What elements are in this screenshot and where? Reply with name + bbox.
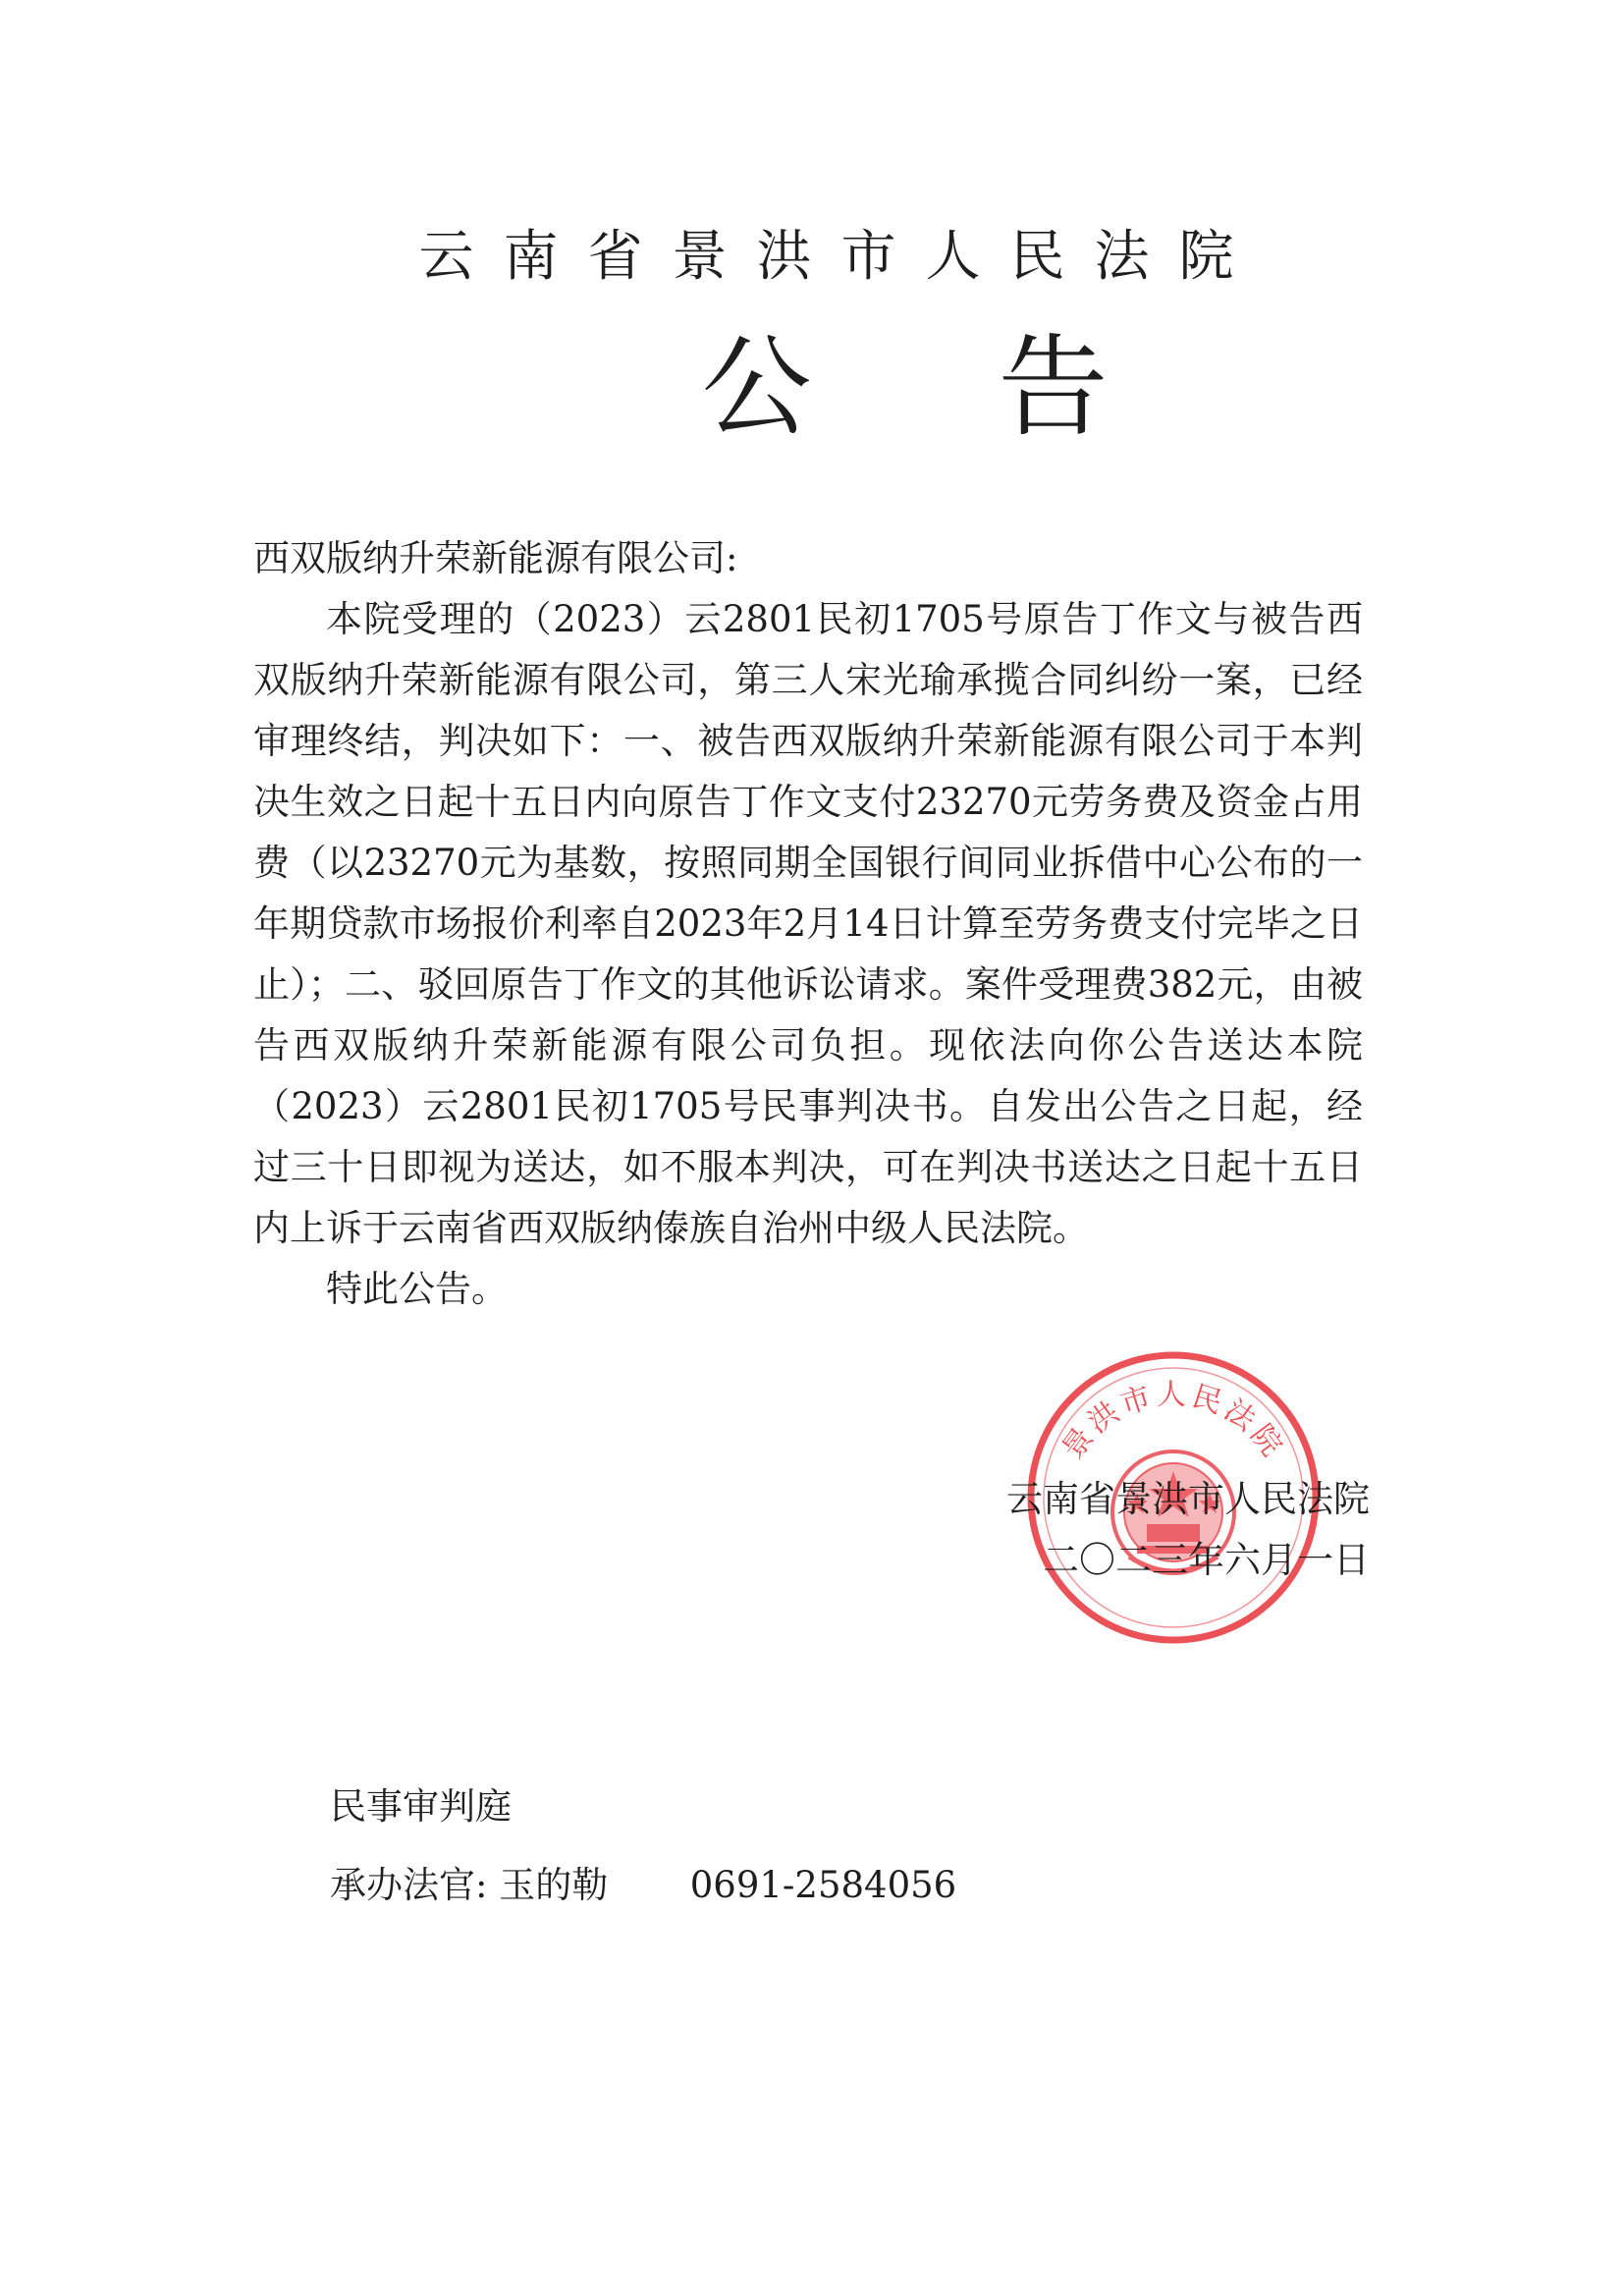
notice-title: 公告 <box>701 324 1295 452</box>
closing-remark: 特此公告。 <box>326 1268 508 1310</box>
signature-court: 云南省景洪市人民法院 <box>1006 1478 1370 1520</box>
seal-text: 景洪市人民法院 <box>1055 1377 1291 1466</box>
court-name: 云南省景洪市人民法院 <box>418 225 1264 289</box>
signature-date: 二〇二三年六月一日 <box>1043 1539 1370 1581</box>
notice-content: 本院受理的（2023）云2801民初1705号原告丁作文与被告西双版纳升荣新能源有限公司，第三人宋光瑜承揽合同纠纷一案，已经审理终结，判决如下：一、被告西双版纳升荣新能源有限公司于本判决生效之日起十五日内向原告丁作文支付23270元劳务费及资金占用费（以23270元为基数，按照同期全国银行间同业拆借中心公布的一年期贷款市场报价利率自2023年2月14日计算至劳务费支付完毕之日止）；二、驳回原告丁作文的其他诉讼请求。案件受理费382元，由被告西双版纳升荣新能源有限公司负担。现依法向你公告送达本院（2023）云2801民初1705号民事判决书。自发出公告之日起，经过三十日即视为送达，如不服本判决，可在判决书送达之日起十五日内上诉于云南省西双版纳傣族自治州中级人民法院。 <box>253 598 1363 1249</box>
addressee: 西双版纳升荣新能源有限公司: <box>253 537 738 579</box>
footer <box>330 1768 956 1925</box>
signature-block <box>1006 1469 1370 1591</box>
notice-body <box>253 528 1363 1320</box>
judge-label: 承办法官: <box>330 1864 488 1906</box>
judge-line <box>330 1846 956 1925</box>
contact-phone: 0691-2584056 <box>689 1864 957 1906</box>
judge-name: 玉的勒 <box>499 1864 609 1906</box>
department: 民事审判庭 <box>330 1785 512 1828</box>
